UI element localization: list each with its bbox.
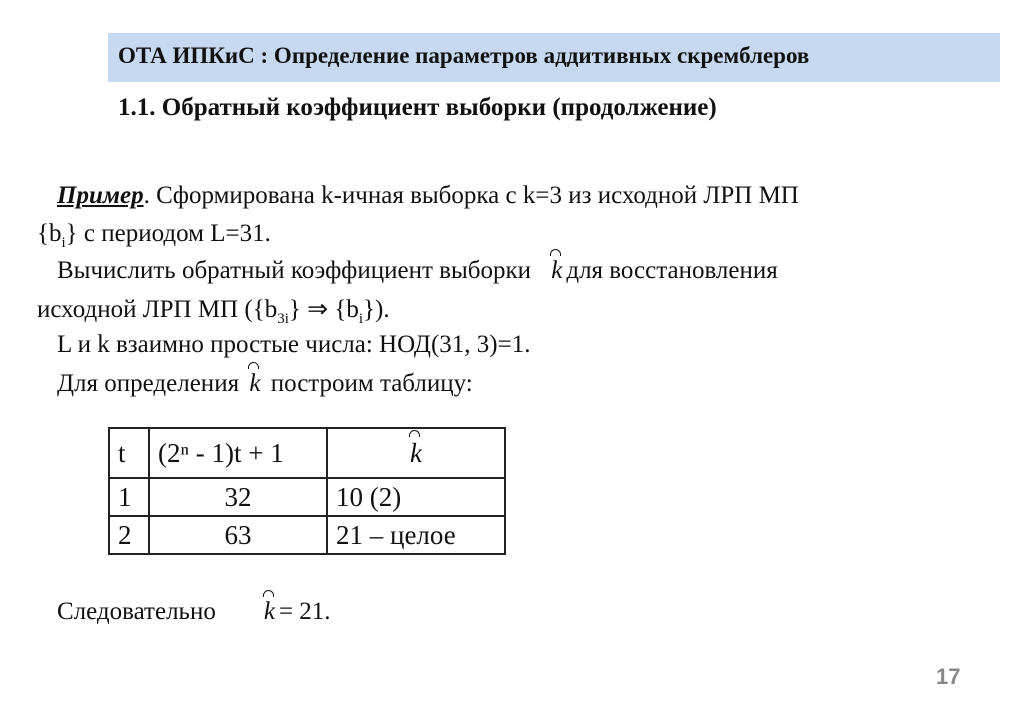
header-title: ОТА ИПКиС : Определение параметров аддитивных скремблеров	[118, 43, 810, 68]
cell: 21 – целое	[327, 516, 505, 554]
text: 3i	[277, 311, 289, 327]
k-hat-symbol: k	[406, 438, 426, 469]
text-line-6	[57, 370, 473, 398]
text-line-2	[37, 220, 271, 252]
cell: 63	[149, 516, 327, 554]
k-hat-symbol: k	[260, 598, 279, 626]
text-line-3	[57, 257, 778, 285]
text: для восстановления	[566, 257, 778, 284]
text: } с периодом L=31.	[65, 220, 271, 247]
cell: 2	[109, 516, 149, 554]
text: i	[358, 311, 364, 327]
text: построим таблицу:	[264, 370, 473, 397]
header-cell	[327, 428, 505, 478]
text: = 21.	[278, 598, 331, 625]
section-title: 1.1. Обратный коэффициент выборки (продолжение)	[118, 94, 717, 121]
text: {b	[37, 220, 62, 247]
text: }).	[363, 296, 390, 323]
text: исходной ЛРП МП ({b	[37, 296, 278, 323]
cell: 10 (2)	[327, 478, 505, 516]
calculation-table	[108, 427, 506, 555]
table-row	[109, 516, 505, 554]
header-cell: t	[109, 428, 149, 478]
text: } ⇒ {b	[288, 296, 359, 323]
page-number: 17	[936, 664, 961, 689]
k-hat-symbol: k	[245, 370, 264, 398]
cell: 32	[149, 478, 327, 516]
k-hat-symbol: k	[547, 257, 566, 285]
cell: 1	[109, 478, 149, 516]
table-row	[109, 478, 505, 516]
slide-header	[108, 33, 1000, 82]
text: Для определения	[57, 370, 246, 397]
text-line-1	[57, 182, 799, 210]
text-line-5: L и k взаимно простые числа: НОД(31, 3)=1.	[57, 331, 531, 358]
table-header-row	[109, 428, 505, 478]
conclusion-line	[57, 598, 331, 626]
text: Вычислить обратный коэффициент выборки	[57, 257, 538, 284]
text: i	[61, 235, 66, 251]
text-line-4	[37, 294, 390, 328]
example-label: Пример	[57, 182, 144, 209]
text: . Сформирована k-ичная выборка с k=3 из исходной ЛРП МП	[143, 182, 799, 209]
text: Следовательно	[57, 598, 216, 625]
header-cell: (2ⁿ - 1)t + 1	[149, 428, 327, 478]
